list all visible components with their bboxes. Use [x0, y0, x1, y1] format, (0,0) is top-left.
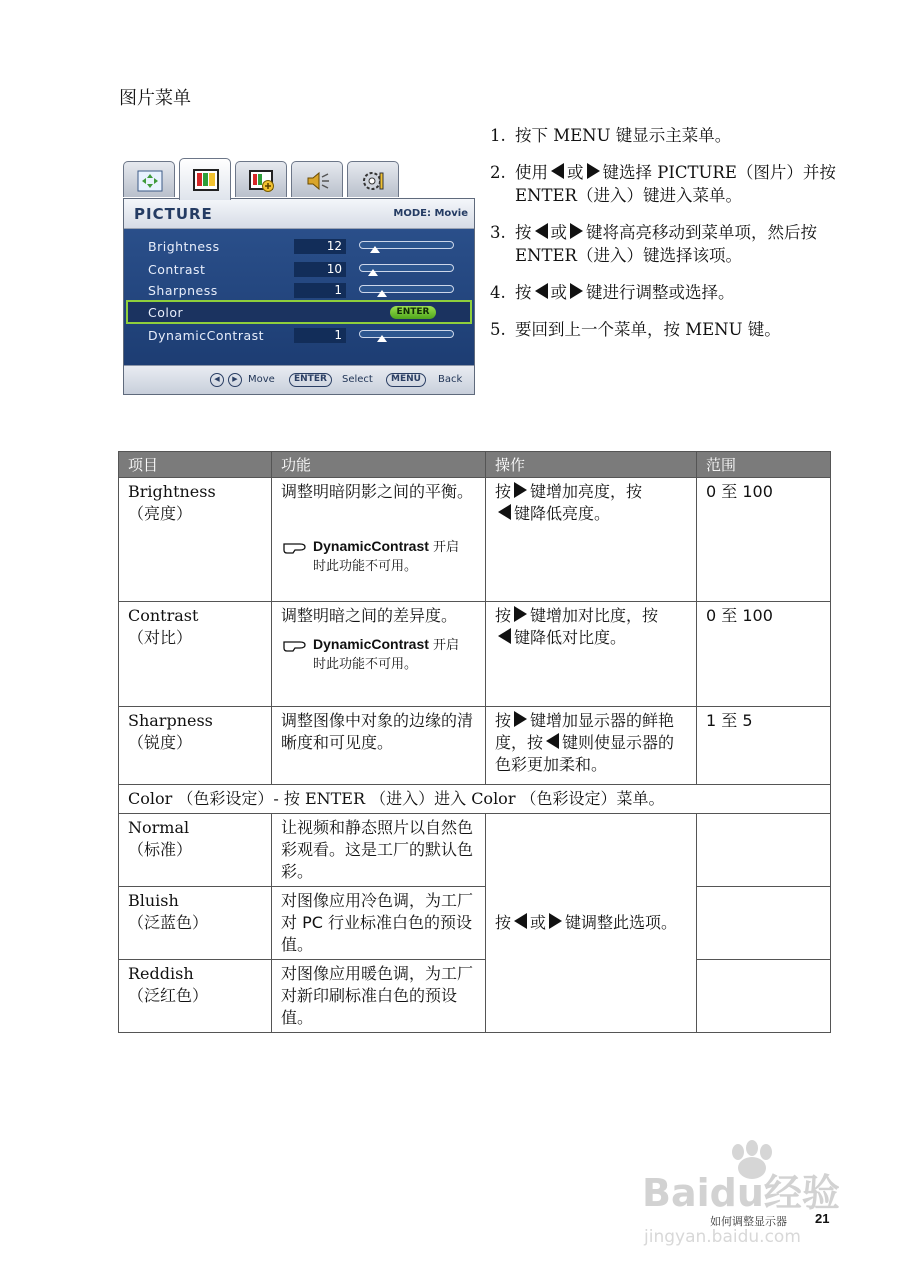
cell-item [119, 707, 272, 785]
cell-range: 0 至 100 [697, 478, 831, 602]
display-settings-icon [137, 170, 163, 192]
note-bold: DynamicContrast [313, 636, 429, 652]
function-text: 调整明暗之间的差异度。 [281, 606, 458, 625]
right-triangle-icon [570, 283, 583, 299]
op-text: 按 [495, 913, 512, 932]
osd-slider-knob [377, 335, 387, 342]
step-text: 键选择 PICTURE（图片）并按 ENTER（进入）键进入菜单。 [515, 163, 836, 205]
cell-function [272, 602, 486, 707]
step-text: 要回到上一个菜单，按 MENU 键。 [515, 320, 781, 339]
osd-slider-track [359, 285, 454, 293]
osd-row-value: 10 [294, 262, 346, 277]
osd-tab-audio [291, 161, 343, 197]
left-triangle-icon [498, 628, 511, 644]
header-item: 项目 [119, 452, 272, 478]
step-5 [490, 318, 840, 341]
step-text: 按 [515, 223, 532, 242]
header-function: 功能 [272, 452, 486, 478]
step-2 [490, 161, 840, 207]
cell-item [119, 602, 272, 707]
osd-footer-move: Move [248, 374, 275, 385]
step-3 [490, 221, 840, 267]
note-text: 时此功能不可用。 [313, 559, 418, 574]
right-triangle-icon [570, 223, 583, 239]
cell-range: 1 至 5 [697, 707, 831, 785]
section-title: 图片菜单 [119, 88, 191, 109]
item-name-cn: （对比） [128, 628, 193, 647]
osd-row-value: 12 [294, 239, 346, 254]
table-row-brightness [119, 478, 831, 602]
op-text: 键降低亮度。 [514, 504, 611, 523]
item-name-en: Contrast [128, 606, 199, 625]
cell-range [697, 887, 831, 960]
osd-row-label: Brightness [148, 239, 220, 254]
item-name-cn: （泛红色） [128, 986, 209, 1005]
system-settings-icon [361, 170, 387, 192]
cell-function: 调整图像中对象的边缘的清晰度和可见度。 [272, 707, 486, 785]
item-name-en: Reddish [128, 964, 194, 983]
op-text: 键增加显示器的鲜艳度，按 [495, 711, 675, 752]
table-row-color-heading [119, 785, 831, 814]
cell-function: 让视频和静态照片以自然色彩观看。这是工厂的默认色彩。 [272, 814, 486, 887]
osd-row-contrast [124, 259, 474, 280]
cell-operation [486, 602, 697, 707]
osd-menu-screenshot [123, 158, 475, 395]
cell-item [119, 478, 272, 602]
step-1 [490, 124, 840, 147]
osd-row-label: Sharpness [148, 283, 218, 298]
item-name-en: Bluish [128, 891, 179, 910]
cell-operation-color [486, 814, 697, 1033]
watermark-url: jingyan.baidu.com [644, 1227, 801, 1247]
osd-footer-select: Select [342, 374, 373, 385]
osd-item-list [124, 229, 474, 365]
cell-operation [486, 707, 697, 785]
op-text: 按 [495, 606, 512, 625]
osd-row-label: Contrast [148, 262, 206, 277]
osd-footer [124, 365, 474, 394]
osd-tab-system [347, 161, 399, 197]
step-number: 5. [490, 320, 506, 339]
function-text: 调整明暗阴影之间的平衡。 [281, 482, 474, 501]
table-row-normal [119, 814, 831, 887]
baidu-jingyan-watermark [640, 1140, 860, 1252]
note-bold: DynamicContrast [313, 538, 429, 554]
osd-row-color [126, 300, 472, 324]
right-triangle-icon [514, 482, 527, 498]
osd-footer-menu-button: MENU [386, 373, 426, 387]
pointing-hand-icon [283, 638, 309, 652]
cell-function [272, 478, 486, 602]
cell-item [119, 960, 272, 1033]
footer-page-number: 21 [815, 1211, 830, 1226]
step-4 [490, 281, 840, 304]
step-text: 按 [515, 283, 532, 302]
item-name-cn: （标准） [128, 840, 193, 859]
color-heading-cell: Color （色彩设定）- 按 ENTER （进入）进入 Color （色彩设定）菜单。 [119, 785, 831, 814]
right-triangle-icon [587, 163, 600, 179]
left-triangle-icon [535, 223, 548, 239]
step-text: 或 [567, 163, 584, 182]
header-range: 范围 [697, 452, 831, 478]
item-name-en: Brightness [128, 482, 216, 501]
osd-footer-back: Back [438, 374, 463, 385]
item-name-en: Sharpness [128, 711, 213, 730]
left-triangle-icon [535, 283, 548, 299]
step-text: 按下 MENU 键显示主菜单。 [515, 126, 732, 145]
cell-operation [486, 478, 697, 602]
note-text: 开启 [428, 638, 460, 653]
osd-row-label: Color [148, 305, 184, 320]
step-number: 4. [490, 283, 506, 302]
osd-slider-knob [370, 246, 380, 253]
step-number: 2. [490, 163, 506, 182]
osd-header [124, 199, 474, 229]
osd-row-value: 1 [294, 328, 346, 343]
table-row-bluish [119, 887, 831, 960]
table-row-sharpness [119, 707, 831, 785]
cell-item [119, 887, 272, 960]
right-triangle-icon [514, 711, 527, 727]
note-text: 开启 [428, 540, 460, 555]
footer-chapter: 如何调整显示器 [710, 1215, 787, 1228]
header-operation: 操作 [486, 452, 697, 478]
left-triangle-icon [551, 163, 564, 179]
osd-footer-enter-button: ENTER [289, 373, 332, 387]
cell-range [697, 960, 831, 1033]
op-text: 或 [530, 913, 547, 932]
osd-row-dynamic-contrast [124, 325, 474, 346]
osd-mode-label: MODE: Movie [393, 208, 468, 219]
osd-tab-picture [179, 158, 231, 200]
pointing-hand-icon [283, 540, 309, 554]
table-row-contrast [119, 602, 831, 707]
item-name-cn: （锐度） [128, 733, 193, 752]
step-text: 键进行调整或选择。 [586, 283, 735, 302]
left-triangle-icon [514, 913, 527, 929]
op-text: 键则使显示器的色彩更加柔和。 [495, 733, 675, 774]
left-triangle-icon [546, 733, 559, 749]
osd-panel [123, 198, 475, 395]
cell-item [119, 814, 272, 887]
cell-function: 对图像应用暖色调，为工厂对新印刷标准白色的预设值。 [272, 960, 486, 1033]
right-arrow-icon: ▶ [228, 373, 242, 387]
step-text: 键将高亮移动到菜单项，然后按 ENTER（进入）键选择该项。 [515, 223, 817, 265]
op-text: 按 [495, 482, 512, 501]
osd-title: PICTURE [134, 205, 213, 223]
op-text: 按 [495, 711, 512, 730]
step-text: 或 [550, 223, 567, 242]
table-row-reddish [119, 960, 831, 1033]
note [281, 635, 476, 674]
note-text: 时此功能不可用。 [313, 657, 418, 672]
op-text: 键增加亮度，按 [530, 482, 643, 501]
step-number: 1. [490, 126, 506, 145]
step-number: 3. [490, 223, 506, 242]
osd-slider-track [359, 330, 454, 338]
osd-row-brightness [124, 236, 474, 257]
speaker-icon [305, 170, 331, 192]
table-header-row [119, 452, 831, 478]
osd-tab-bar [123, 158, 475, 198]
note [281, 537, 476, 576]
osd-row-value: 1 [294, 283, 346, 298]
osd-tab-picture-advanced [235, 161, 287, 197]
op-text: 键增加对比度，按 [530, 606, 659, 625]
picture-advanced-icon [249, 170, 275, 192]
instruction-steps [490, 124, 840, 341]
item-name-cn: （亮度） [128, 504, 193, 523]
osd-enter-badge: ENTER [390, 306, 436, 319]
osd-slider-knob [377, 290, 387, 297]
osd-slider-knob [368, 269, 378, 276]
item-name-en: Normal [128, 818, 190, 837]
left-arrow-icon: ◀ [210, 373, 224, 387]
step-text: 或 [550, 283, 567, 302]
op-text: 键降低对比度。 [514, 628, 627, 647]
cell-function: 对图像应用冷色调，为工厂对 PC 行业标准白色的预设值。 [272, 887, 486, 960]
left-triangle-icon [498, 504, 511, 520]
op-text: 键调整此选项。 [565, 913, 678, 932]
cell-range [697, 814, 831, 887]
picture-icon [193, 169, 219, 191]
item-name-cn: （泛蓝色） [128, 913, 209, 932]
cell-range: 0 至 100 [697, 602, 831, 707]
right-triangle-icon [514, 606, 527, 622]
osd-tab-display [123, 161, 175, 197]
step-text: 使用 [515, 163, 548, 182]
right-triangle-icon [549, 913, 562, 929]
watermark-logo-text: Baidu经验 [642, 1171, 840, 1215]
picture-settings-table [118, 451, 831, 1033]
osd-row-label: DynamicContrast [148, 328, 265, 343]
osd-row-sharpness [124, 280, 474, 301]
